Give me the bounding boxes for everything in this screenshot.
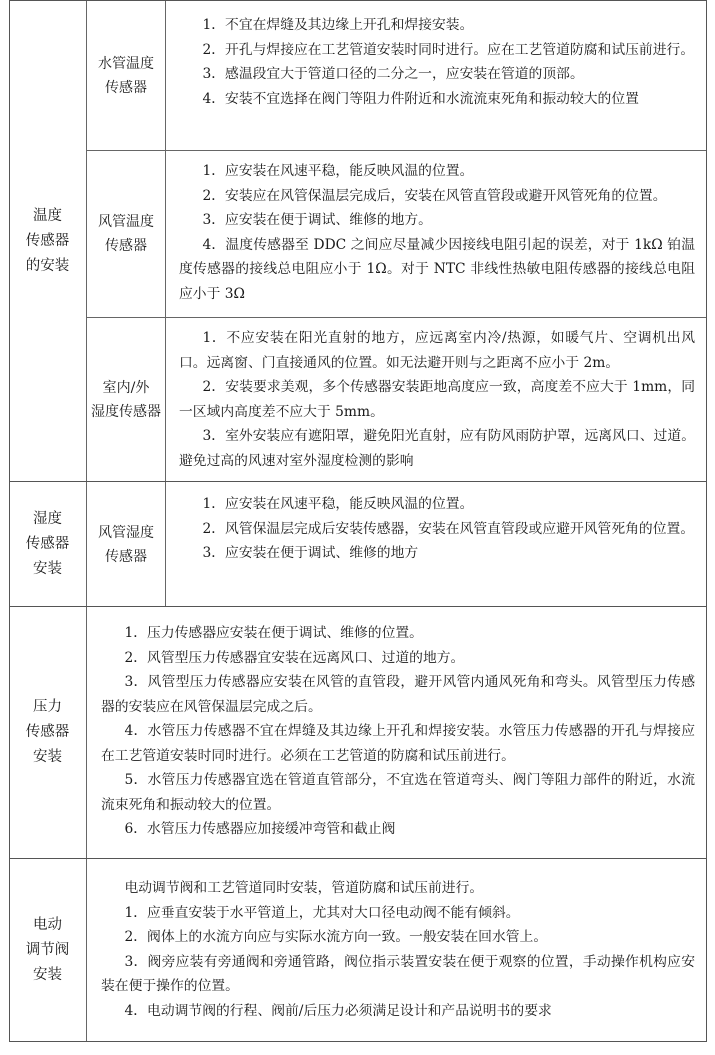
- divider: [87, 317, 707, 318]
- table-row-temperature: [9, 0, 707, 481]
- list-item: 1．压力传感器应安装在便于调试、维修的位置。: [124, 625, 423, 641]
- content-duct-temp: [179, 159, 695, 306]
- category-cell-temperature: 温度 传感器 的安装: [9, 1, 87, 481]
- list-item: 6．水管压力传感器应加接缓冲弯管和截止阀: [124, 821, 396, 837]
- list-item: 3．应安装在便于调试、维修的地方。: [202, 212, 432, 228]
- category-cell-humidity: 湿度 传感器 安装: [9, 482, 87, 606]
- list-item: 3．阀旁应装有旁通阀和旁通管路，阀位指示装置安装在便于观察的位置，手动操作机构应安装在便于操作的位置。: [101, 953, 695, 994]
- table-row-pressure: [9, 606, 707, 858]
- list-item: 1．应安装在风速平稳，能反映风温的位置。: [202, 496, 474, 512]
- list-item: 1．不宜在焊缝及其边缘上开孔和焊接安装。: [202, 17, 474, 33]
- list-item: 3．风管型压力传感器应安装在风管的直管段，避开风管内通风死角和弯头。风管型压力传感器的安装应在风管保温层完成之后。: [101, 674, 695, 715]
- list-item: 4．电动调节阀的行程、阀前/后压力必须满足设计和产品说明书的要求: [124, 1002, 552, 1019]
- list-item: 4．温度传感器至 DDC 之间应尽量减少因接线电阻引起的误差，对于 1kΩ 铂温度传感器的接线总电阻应小于 1Ω。对于 NTC 非线性热敏电阻传感器的接线总电阻应小于 3Ω: [179, 236, 695, 302]
- list-item: 3．感温段宜大于管道口径的二分之一，应安装在管道的顶部。: [202, 66, 584, 82]
- content-duct-humidity: [179, 492, 695, 566]
- list-item: 3．应安装在便于调试、维修的地方: [202, 545, 419, 561]
- category-cell-pressure: 压力 传感器 安装: [9, 607, 87, 858]
- list-item: 5．水管压力传感器宜选在管道直管部分，不宜选在管道弯头、阀门等阻力部件的附近，水流流束死角和振动较大的位置。: [101, 772, 695, 813]
- content-valve: [101, 876, 695, 1023]
- divider: [87, 150, 707, 151]
- list-item: 2．阀体上的水流方向应与实际水流方向一致。一般安装在回水管上。: [124, 929, 548, 945]
- sublabel-water-pipe-temp: 水管温度 传感器: [87, 1, 166, 150]
- list-item: 3．室外安装应有遮阳罩，避免阳光直射，应有防风雨防护罩，远离风口、过道。避免过高的风速对室外湿度检测的影响: [179, 428, 695, 469]
- list-item: 1．应垂直安装于水平管道上，尤其对大口径电动阀不能有倾斜。: [124, 904, 520, 921]
- list-item: 1．应安装在风速平稳，能反映风温的位置。: [202, 163, 474, 179]
- list-item: 2．风管型压力传感器宜安装在远离风口、过道的地方。: [124, 649, 465, 666]
- sublabel-indoor-outdoor-humidity: 室内/外 湿度传感器: [87, 317, 166, 482]
- list-item: 电动调节阀和工艺管道同时安装，管道防腐和试压前进行。: [124, 880, 484, 896]
- table-row-humidity: [9, 481, 707, 606]
- list-item: 4．安装不宜选择在阀门等阻力件附近和水流流束死角和振动较大的位置: [202, 90, 639, 107]
- sublabel-duct-temp: 风管温度 传感器: [87, 150, 166, 317]
- table-row-valve: [9, 858, 707, 1042]
- list-item: 2．安装要求美观，多个传感器安装距地高度应一致，高度差不应大于 1mm，同一区域内高度差不应大于 5mm。: [179, 379, 695, 420]
- list-item: 2．开孔与焊接应在工艺管道安装时同时进行。应在工艺管道防腐和试压前进行。: [202, 41, 695, 58]
- content-indoor-outdoor-humidity: [179, 326, 695, 473]
- content-water-pipe-temp: [179, 13, 695, 111]
- list-item: 1．不应安装在阳光直射的地方，应远离室内冷/热源，如暖气片、空调机出风口。远离窗、门直接通风的位置。如无法避开则与之距离不应小于 2m。: [179, 330, 695, 371]
- list-item: 2．安装应在风管保温层完成后，安装在风管直管段或避开风管死角的位置。: [202, 187, 667, 204]
- content-pressure: [101, 621, 695, 842]
- category-cell-valve: 电动 调节阀 安装: [9, 859, 87, 1041]
- list-item: 4．水管压力传感器不宜在焊缝及其边缘上开孔和焊接安装。水管压力传感器的开孔与焊接应在工艺管道安装时同时进行。必须在工艺管道的防腐和试压前进行。: [101, 723, 695, 764]
- list-item: 2．风管保温层完成后安装传感器，安装在风管直管段或应避开风管死角的位置。: [202, 520, 695, 537]
- installation-requirements-table: [9, 0, 707, 1042]
- sublabel-duct-humidity: 风管湿度 传感器: [87, 482, 166, 607]
